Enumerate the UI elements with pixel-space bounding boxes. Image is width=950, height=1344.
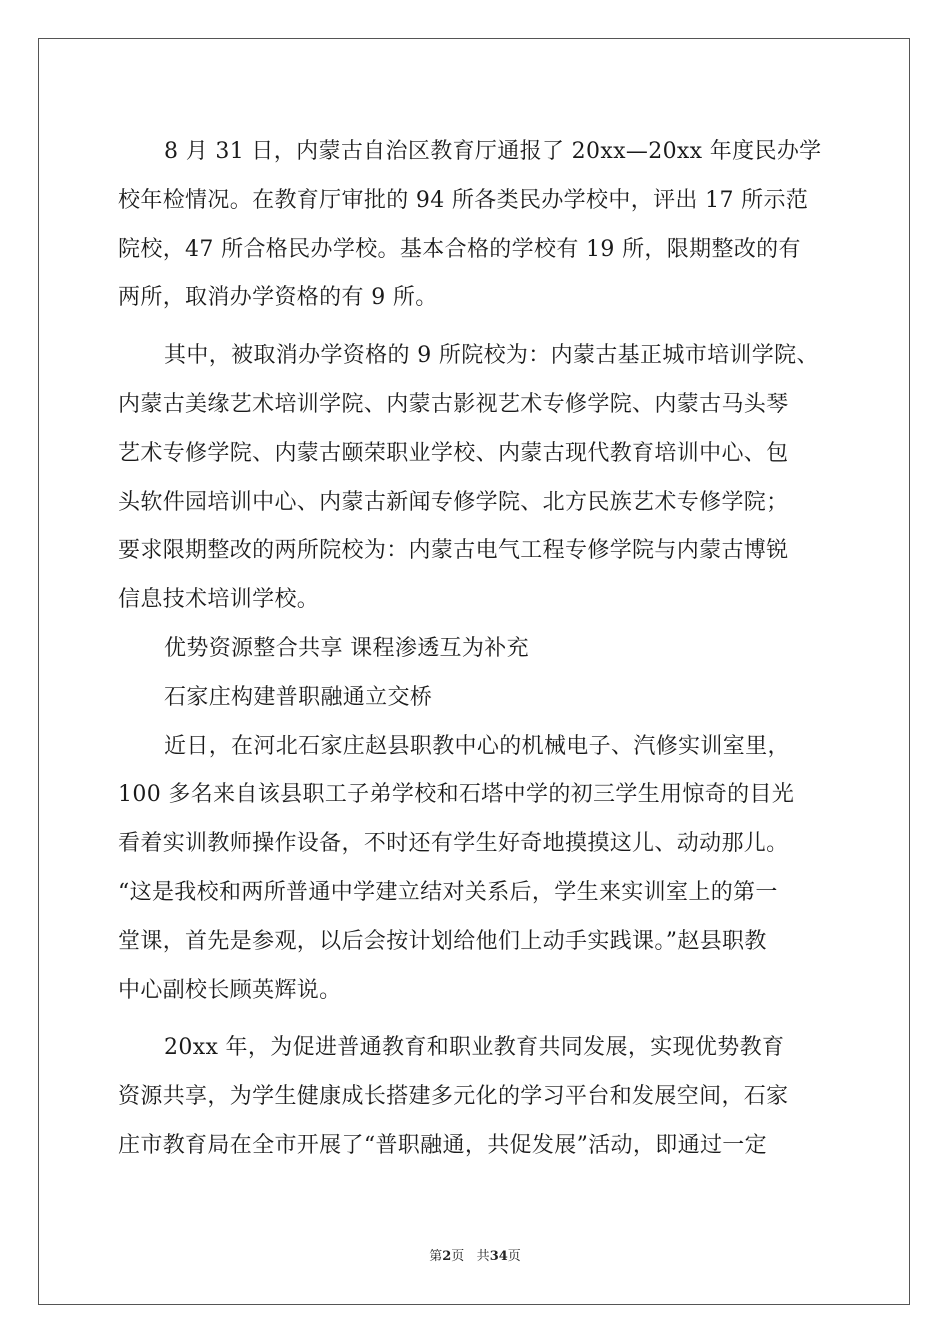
- text-line: 内蒙古美缘艺术培训学院、内蒙古影视艺术专修学院、内蒙古马头琴: [118, 391, 789, 417]
- text-line: 20xx 年，为促进普通教育和职业教育共同发展，实现优势教育: [164, 1035, 785, 1061]
- total-prefix: 共: [476, 1249, 490, 1264]
- text-line: 优势资源整合共享 课程渗透互为补充: [164, 635, 529, 661]
- text-line: 两所，取消办学资格的有 9 所。: [118, 285, 438, 311]
- text-line: 中心副校长顾英辉说。: [118, 977, 342, 1003]
- text-line: 其中，被取消办学资格的 9 所院校为：内蒙古基正城市培训学院、: [164, 343, 819, 369]
- page-footer: [0, 1245, 950, 1264]
- text-line: 头软件园培训中心、内蒙古新闻专修学院、北方民族艺术专修学院；: [118, 489, 789, 515]
- text-line: “这是我校和两所普通中学建立结对关系后，学生来实训室上的第一: [118, 879, 778, 905]
- text-line: 100 多名来自该县职工子弟学校和石塔中学的初三学生用惊奇的目光: [118, 782, 795, 808]
- text-line: 资源共享，为学生健康成长搭建多元化的学习平台和发展空间，石家: [118, 1084, 789, 1110]
- text-line: 8 月 31 日，内蒙古自治区教育厅通报了 20xx—20xx 年度民办学: [164, 139, 822, 164]
- text-line: 信息技术培训学校。: [118, 587, 320, 613]
- current-page-number: 2: [442, 1249, 452, 1264]
- document-body: [118, 128, 833, 1171]
- page-prefix: 第: [429, 1249, 443, 1264]
- total-page-number: 34: [489, 1249, 508, 1264]
- text-line: 庄市教育局在全市开展了“普职融通，共促发展”活动，即通过一定: [118, 1132, 767, 1158]
- page-unit: 页: [451, 1249, 465, 1264]
- text-line: 堂课，首先是参观，以后会按计划给他们上动手实践课。”赵县职教: [118, 928, 767, 954]
- text-line: 要求限期整改的两所院校为：内蒙古电气工程专修学院与内蒙古博锐: [118, 538, 789, 564]
- text-line: 看着实训教师操作设备，不时还有学生好奇地摸摸这儿、动动那儿。: [118, 831, 789, 857]
- text-line: 近日，在河北石家庄赵县职教中心的机械电子、汽修实训室里，: [164, 733, 790, 759]
- text-line: 石家庄构建普职融通立交桥: [164, 684, 433, 710]
- total-unit: 页: [507, 1249, 521, 1264]
- text-line: 院校，47 所合格民办学校。基本合格的学校有 19 所，限期整改的有: [118, 236, 801, 262]
- text-line: 校年检情况。在教育厅审批的 94 所各类民办学校中，评出 17 所示范: [118, 187, 809, 213]
- text-line: 艺术专修学院、内蒙古颐荣职业学校、内蒙古现代教育培训中心、包: [118, 440, 789, 466]
